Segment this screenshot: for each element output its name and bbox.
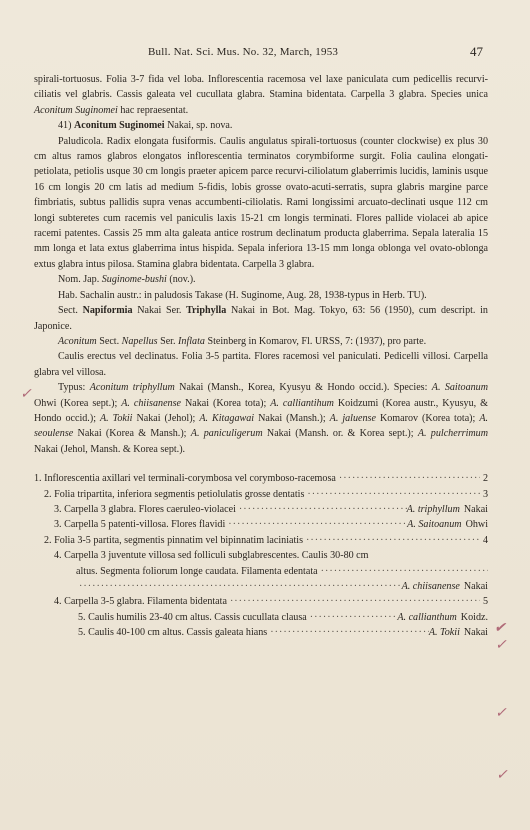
key-couplet: 3. Carpella 5 patenti-villosa. Flores flavidi ····· A. Saitoanum Ohwi: [34, 517, 488, 532]
key-lead-number: 5: [482, 596, 488, 608]
key-couplet: 5. Caulis 40-100 cm altus. Cassis galeata hians ····· A. Tokii Nakai: [34, 625, 488, 640]
dot-leader: [267, 625, 429, 640]
key-couplet: 2. Folia 3-5 partita, segmentis pinnatim vel bipinnatim laciniatis ····· 4: [34, 533, 488, 548]
species-heading: [34, 118, 488, 133]
species-description: Paludicola. Radix elongata fusiformis. Caulis angulatus spirali-tortuosus (counter clockwise) ex plus 30 cm altus ramos glabros elongatos inflorescentia terminatos corymbiforme surgit. Folia caulina elongati-petiolata, petiolis usque 30 cm longis praeter apicem parce recurvi-ciliolatum glaberrimis lucidis, laminis usque 16 cm longis 20 cm latis ad medium 5-fidis, lobis grosse ovato-acuti-serratis, supra glabris margine parce fimbriatis, subtus pallidis supra venas accumbenti-ciliolatis. Rami longissimi arcuato-declinati usque 112 cm longi subteretes cum racemis vel paniculis laxis 15-21 cm longis terminati. Flores pallide violacei ab apice racemi patentes. Cassis 25 mm alta galeata antice rostrum declinatum producta glaberrima. Sepala lateralia 15 mm longa et lata extus glaberrima intus hispida. Sepala inferiora 13-15 mm longa oblonga vel ovato-oblonga extus glabra intus pilosa. Stamina glabra bidentata. Carpella 3 glabra.: [34, 135, 488, 270]
japanese-name: Nom. Jap. Suginome-bushi (nov.).: [58, 274, 196, 286]
key-couplet: [34, 579, 488, 594]
article-body: [34, 72, 488, 641]
key-couplet: 4. Carpella 3 juventute villosa sed folliculi subglabrescentes. Caulis 30-80 cm: [54, 550, 369, 562]
key-couplet: 5. Caulis humilis 23-40 cm altus. Cassis cucullata clausa ····· A. callianthum Koidz.: [34, 610, 488, 625]
key-taxon: A. Saitoanum: [407, 519, 462, 531]
handwritten-check-mark: ✓: [495, 638, 507, 653]
dot-leader: [304, 487, 480, 502]
species-author: Nakai, sp. nova.: [167, 120, 233, 132]
key-couplet: 4. Carpella 3-5 glabra. Filamenta bidentata ····· 5: [34, 594, 488, 609]
identification-key: [34, 471, 488, 640]
typus-species-list: Typus: Aconitum triphyllum Nakai (Mansh., Korea, Kyusyu & Hondo occid.). Species: A. Saitoanum Ohwi (Korea sept.); A. chiisanense Nakai (Korea tota); A. calliantihum Koidzumi (Korea austr., Kyusyu, & Hondo occid.); A. Tokii Nakai (Jehol); A. Kitagawai Nakai (Mansh.); A. jaluense Komarov (Korea tota); A. seoulense Nakai (Korea & Mansh.); A. paniculigerum Nakai (Mansh. or. & Korea sept.); A. pulcherrimum Nakai (Jehol, Mansh. & Korea sept.).: [34, 382, 489, 455]
synonym-citation: Aconitum Sect. Napellus Ser. Inflata Steinberg in Komarov, Fl. URSS, 7: (1937), pro parte.: [58, 335, 427, 347]
key-couplet: altus. Segmenta foliorum longe caudata. Filamenta edentata ·····: [34, 564, 488, 579]
key-lead-number: 4: [482, 534, 488, 546]
key-couplet: 1. Inflorescentia axillari vel terminali-corymbosa vel corymboso-racemosa ····· 2: [34, 471, 488, 486]
section-heading: Sect. Napiformia Nakai Ser. Triphylla Nakai in Bot. Mag. Tokyo, 63: 56 (1950), cum descript. in Japonice.: [34, 305, 488, 332]
key-couplet: 2. Folia tripartita, inferiora segmentis petiolulatis grosse dentatis ····· 3: [34, 487, 488, 502]
handwritten-check-mark: ✔: [494, 621, 506, 636]
habitat: Hab. Sachalin austr.: in paludosis Takase (H. Suginome, Aug. 28, 1938-typus in Herb. TU).: [58, 289, 427, 301]
species-name: Aconitum Suginomei: [74, 120, 165, 132]
dot-leader: [236, 502, 407, 517]
key-lead-number: 3: [482, 488, 488, 500]
handwritten-check-mark: ✓: [20, 387, 32, 402]
running-header: [0, 44, 530, 62]
key-author: Nakai: [463, 627, 488, 639]
handwritten-check-mark: ✓: [495, 706, 507, 721]
dot-leader: [303, 533, 480, 548]
key-author: Ohwi: [465, 519, 488, 531]
page-number: 47: [470, 44, 483, 59]
key-author: Nakai: [463, 581, 488, 592]
handwritten-check-mark: ✓: [496, 768, 508, 783]
key-taxon: A. triphyllum: [406, 503, 460, 515]
series-name: Triphylla: [186, 305, 227, 317]
dot-leader: [318, 564, 488, 579]
key-lead-number: 2: [482, 473, 488, 485]
dot-leader: [76, 579, 402, 594]
journal-citation: Bull. Nat. Sci. Mus. No. 32, March, 1953: [148, 46, 339, 58]
key-couplet: 3. Carpella 3 glabra. Flores caeruleo-violacei ····· A. triphyllum Nakai: [34, 502, 488, 517]
section-name: Napiformia: [82, 305, 133, 317]
taxon-name: Aconitum Suginomei: [34, 104, 118, 116]
series-description: Caulis erectus vel declinatus. Folia 3-5 partita. Flores racemosi vel paniculati. Pedicelli villosi. Carpella glabra vel villosa.: [34, 351, 488, 378]
key-taxon: A. chiisanense: [401, 581, 460, 592]
dot-leader: [307, 610, 398, 625]
dot-leader: [336, 471, 480, 486]
paragraph-intro: spirali-tortuosus. Folia 3-7 fida vel loba. Inflorescentia racemosa vel laxe paniculata cum pedicellis recurvi-ciliatis vel glabris. Cassis galeata vel cucullata glabra. Stamina bidentata. Carpella 3 glabra. Species unica Aconitum Suginomei hac repraesentat.: [34, 74, 488, 116]
key-author: Koidz.: [460, 611, 488, 623]
key-taxon: A. callianthum: [397, 611, 457, 623]
species-number: 41): [58, 120, 72, 132]
japanese-name-value: Suginome-bushi: [101, 274, 167, 286]
key-author: Nakai: [463, 503, 488, 515]
dot-leader: [227, 594, 480, 609]
key-taxon: A. Tokii: [428, 627, 460, 639]
dot-leader: [225, 517, 407, 532]
